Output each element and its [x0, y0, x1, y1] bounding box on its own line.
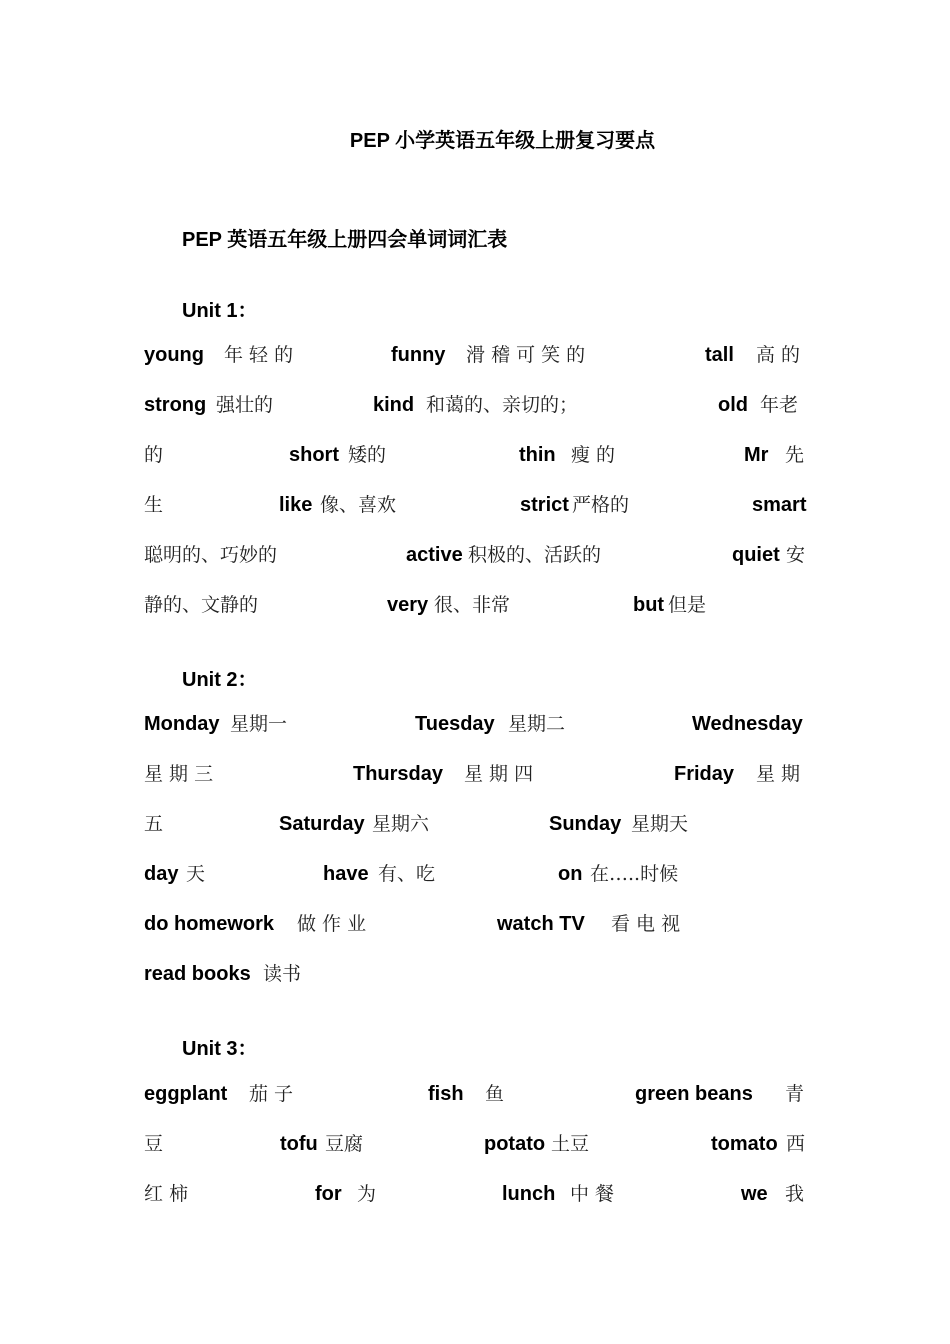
unit-2-line-4: [144, 859, 806, 889]
word-zh: 先: [785, 444, 805, 466]
word-en: we: [741, 1183, 768, 1205]
word-en: very: [387, 594, 429, 616]
word-zh: 星期二: [508, 713, 566, 735]
word-en: Mr: [744, 444, 769, 466]
unit-1-line-1: [144, 340, 806, 370]
word-zh: 年老: [760, 394, 799, 416]
word-zh: 的: [144, 444, 164, 466]
word-en: Wednesday: [692, 713, 803, 735]
word-en: Sunday: [549, 813, 622, 835]
word-zh: 星期六: [372, 813, 430, 835]
word-en: Saturday: [279, 813, 365, 835]
word-en: day: [144, 863, 179, 885]
word-zh: 在…..时候: [590, 863, 679, 885]
word-zh: 高 的: [756, 344, 801, 366]
unit-1-line-3: [144, 440, 806, 470]
word-zh: 豆腐: [325, 1133, 364, 1155]
word-en: young: [144, 344, 204, 366]
word-zh: 有、吃: [378, 863, 436, 885]
word-zh: 星 期 四: [464, 763, 534, 785]
word-zh: 年 轻 的: [224, 344, 294, 366]
word-en: Monday: [144, 713, 220, 735]
word-zh: 星期天: [631, 813, 689, 835]
unit-2-line-3: [144, 809, 806, 839]
word-en: on: [558, 863, 583, 885]
word-en: strong: [144, 394, 207, 416]
word-en: old: [718, 394, 748, 416]
word-zh: 像、喜欢: [320, 494, 397, 516]
unit-2-heading: Unit 2：: [182, 669, 258, 691]
word-zh: 做 作 业: [297, 913, 367, 935]
word-en: short: [289, 444, 339, 466]
unit-1-line-5: [144, 540, 806, 570]
word-en: Thursday: [353, 763, 444, 785]
word-zh: 茄 子: [249, 1083, 294, 1105]
word-zh: 中 餐: [570, 1183, 615, 1205]
word-zh: 但是: [668, 594, 707, 616]
word-zh: 土豆: [551, 1133, 590, 1155]
unit-1-line-4: [144, 490, 806, 520]
word-en: potato: [484, 1133, 546, 1155]
word-zh: 安: [786, 544, 806, 566]
word-en: have: [323, 863, 369, 885]
word-en: quiet: [732, 544, 780, 566]
word-zh: 天: [186, 863, 206, 885]
unit-3-heading: Unit 3：: [182, 1038, 258, 1060]
word-zh: 强壮的: [216, 394, 274, 416]
word-zh: 瘦 的: [571, 444, 616, 466]
word-en: tomato: [711, 1133, 778, 1155]
word-en: for: [315, 1183, 342, 1205]
word-zh: 读书: [263, 963, 302, 985]
word-zh: 我: [785, 1183, 805, 1205]
unit-1-line-6: [144, 590, 806, 620]
unit-3-line-1: [144, 1079, 806, 1109]
unit-1-heading: Unit 1：: [182, 300, 258, 322]
word-en: green beans: [635, 1083, 753, 1105]
unit-3-line-3: [144, 1179, 806, 1209]
unit-2-line-2: [144, 759, 806, 789]
unit-3-line-2: [144, 1129, 806, 1159]
word-zh: 青: [785, 1083, 805, 1105]
word-en: funny: [391, 344, 446, 366]
word-zh: 严格的: [572, 494, 630, 516]
vocabulary-subtitle: PEP 英语五年级上册四会单词词汇表: [182, 229, 508, 251]
word-zh: 红 柿: [144, 1183, 189, 1205]
word-zh: 星 期: [756, 763, 801, 785]
unit-1-line-2: [144, 390, 806, 420]
word-en: smart: [752, 494, 807, 516]
word-zh: 很、非常: [434, 594, 511, 616]
word-zh: 生: [144, 494, 164, 516]
word-en: kind: [373, 394, 415, 416]
word-zh: 五: [144, 813, 164, 835]
word-en: Tuesday: [415, 713, 495, 735]
word-en: eggplant: [144, 1083, 228, 1105]
word-en: do homework: [144, 913, 275, 935]
word-zh: 豆: [144, 1133, 164, 1155]
word-zh: 积极的、活跃的: [468, 544, 602, 566]
word-en: tall: [705, 344, 734, 366]
word-zh: 聪明的、巧妙的: [144, 544, 278, 566]
word-zh: 星期一: [230, 713, 288, 735]
word-en: watch TV: [497, 913, 585, 935]
word-zh: 鱼: [485, 1083, 505, 1105]
word-en: tofu: [280, 1133, 318, 1155]
word-en: fish: [428, 1083, 464, 1105]
page-title: PEP 小学英语五年级上册复习要点: [349, 130, 656, 152]
word-en: but: [633, 594, 665, 616]
word-zh: 静的、文静的: [144, 594, 259, 616]
word-zh: 和蔼的、亲切的；: [426, 394, 579, 416]
word-en: active: [406, 544, 463, 566]
word-en: Friday: [674, 763, 735, 785]
word-en: strict: [520, 494, 569, 516]
word-en: thin: [519, 444, 556, 466]
word-zh: 滑 稽 可 笑 的: [466, 344, 586, 366]
word-zh: 看 电 视: [611, 913, 681, 935]
word-zh: 西: [786, 1133, 806, 1155]
unit-2-line-6: [144, 959, 806, 989]
word-en: like: [279, 494, 313, 516]
word-zh: 矮的: [348, 444, 387, 466]
word-zh: 星 期 三: [144, 763, 214, 785]
unit-2-line-5: [144, 909, 806, 939]
word-en: lunch: [502, 1183, 556, 1205]
word-zh: 为: [357, 1183, 377, 1205]
unit-2-line-1: [144, 709, 806, 739]
word-en: read books: [144, 963, 251, 985]
